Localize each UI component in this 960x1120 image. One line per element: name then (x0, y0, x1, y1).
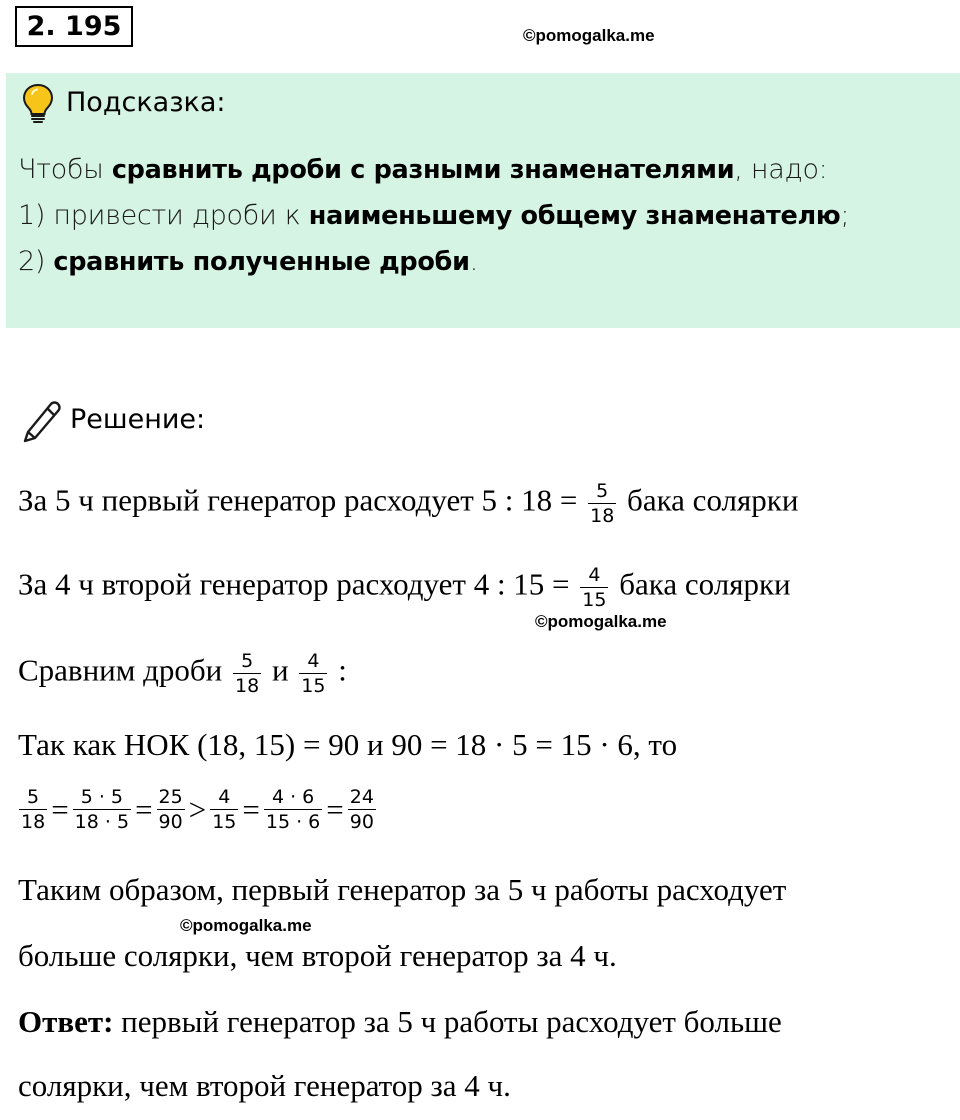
answer-label: Ответ: (18, 1004, 114, 1039)
problem-number: 2. 195 (15, 6, 133, 47)
solution-line-1: За 5 ч первый генератор расходует 5 : 18 = $\frac{5}{18}$ бака солярки (18, 480, 799, 527)
watermark-top: ©pomogalka.me (523, 26, 655, 45)
chain-fraction-4: $\frac{4}{15}$ (212, 786, 237, 833)
fraction-chain: $\frac{5}{18}$ = $\frac{5 \cdot 5}{18 \cdot 5}$ = $\frac{25}{90}$ > $\frac{4}{15}$ = $\frac{4 \cdot 6}{15 \cdot 6}$ = $\frac{24}{90}$ (21, 786, 374, 833)
solution-line-4: Так как НОК (18, 15) = 90 и 90 = 18 · 5 = 15 · 6, то (18, 727, 678, 762)
chain-fraction-5: $\frac{4 \cdot 6}{15 \cdot 6}$ (265, 786, 321, 833)
chain-fraction-3: $\frac{25}{90}$ (158, 786, 183, 833)
solution-title: Решение: (70, 404, 206, 435)
answer-line-1: Ответ: первый генератор за 5 ч работы расходует больше (18, 1004, 782, 1039)
hint-line-3: 2) сравнить полученные дроби. (18, 246, 478, 277)
fraction-5-18: $\frac{5}{18}$ (590, 480, 615, 527)
hint-line-2: 1) привести дроби к наименьшему общему знаменателю; (18, 200, 850, 231)
pencil-icon (20, 398, 64, 444)
fraction-4-15: $\frac{4}{15}$ (582, 564, 607, 611)
fraction-4-15-compare: $\frac{4}{15}$ (301, 650, 326, 697)
solution-line-3: Сравним дроби $\frac{5}{18}$ и $\frac{4}{15}$ : (18, 650, 347, 697)
watermark-bottom: ©pomogalka.me (180, 916, 312, 935)
conclusion-line-1: Таким образом, первый генератор за 5 ч работы расходует (18, 872, 787, 907)
lightbulb-icon (20, 82, 56, 126)
chain-fraction-1: $\frac{5}{18}$ (21, 786, 46, 833)
answer-line-2: солярки, чем второй генератор за 4 ч. (18, 1068, 511, 1103)
hint-line-1: Чтобы сравнить дроби с разными знаменателями, надо: (18, 154, 828, 185)
solution-line-2: За 4 ч второй генератор расходует 4 : 15 = $\frac{4}{15}$ бака солярки (18, 564, 791, 611)
hint-title: Подсказка: (66, 87, 226, 118)
chain-fraction-2: $\frac{5 \cdot 5}{18 \cdot 5}$ (74, 786, 130, 833)
watermark-middle: ©pomogalka.me (535, 612, 667, 631)
conclusion-line-2: больше солярки, чем второй генератор за 4 ч. (18, 938, 617, 973)
chain-fraction-6: $\frac{24}{90}$ (349, 786, 374, 833)
fraction-5-18-compare: $\frac{5}{18}$ (235, 650, 260, 697)
